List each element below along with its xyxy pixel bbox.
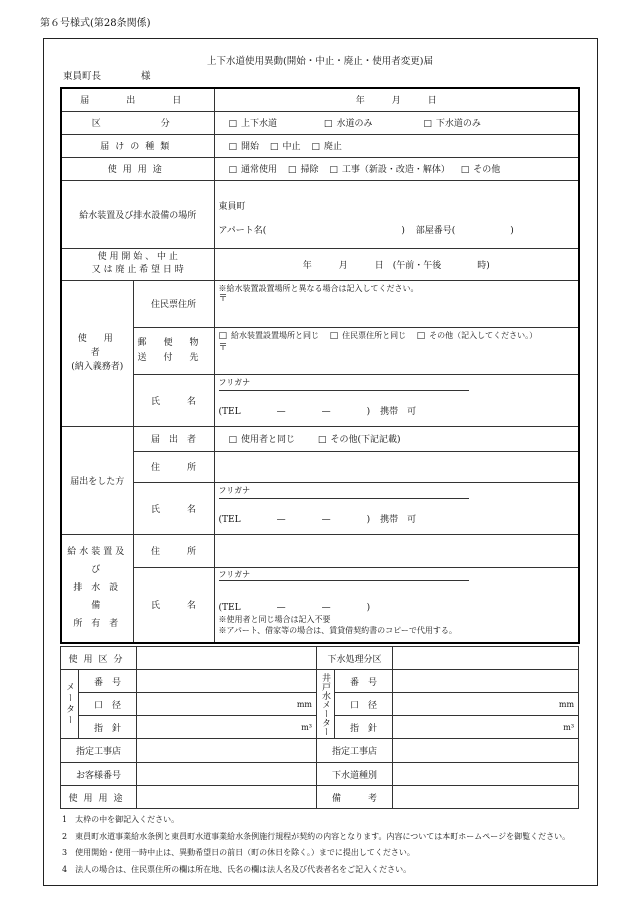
filing-type-options (214, 134, 579, 157)
remarks-field[interactable] (393, 786, 579, 809)
filing-date-label: 届 出 日 (61, 88, 214, 111)
well-meter-reading-field[interactable]: m³ (393, 716, 579, 739)
meter-reading-field[interactable]: m³ (137, 716, 317, 739)
location-town: 東員町 (218, 201, 246, 212)
meter-reading-label: 指 針 (79, 716, 137, 739)
remarks-label: 備 考 (317, 786, 393, 809)
user-residence-label: 住民票住所 (133, 280, 214, 327)
meter-label: メーター (61, 670, 79, 739)
form-title: 上下水道使用異動(開始・中止・廃止・使用者変更)届 (207, 56, 433, 67)
well-meter-number-field[interactable] (393, 670, 579, 693)
category-option-3[interactable]: □ 下水道のみ (423, 119, 481, 129)
mail-option-other[interactable]: □ その他（記入してください。） (416, 330, 538, 341)
usage-option-cleaning[interactable]: □ 掃除 (287, 165, 319, 175)
start-date-label: 使 用 開 始 、 中 止 又 は 廃 止 希 望 日 時 (61, 248, 214, 280)
contractor-label: 指定工事店 (61, 739, 137, 763)
note-3: 3 使用開始・使用一時中止は、異動希望日の前日（町の休日を除く。）までに提出してください。 (62, 848, 415, 857)
filing-date-field[interactable]: 年 月 日 (214, 88, 579, 111)
meter-caliber-field[interactable]: mm (137, 693, 317, 716)
well-meter-caliber-label: 口 径 (335, 693, 393, 716)
customer-number-label: お客様番号 (61, 763, 137, 786)
meter-caliber-label: 口 径 (79, 693, 137, 716)
addressee-name: 東員町長 (63, 71, 102, 82)
notes (62, 812, 582, 878)
note-2: 2 東員町水道事業給水条例と東員町水道事業給水条例施行規程が契約の内容となります。内容については本町ホームページを御覧ください。 (62, 831, 571, 841)
filing-type-start[interactable]: □ 開始 (228, 142, 260, 152)
well-meter-caliber-field[interactable]: mm (393, 693, 579, 716)
usage-option-construction[interactable]: □ 工事（新設・改造・解体） (329, 165, 450, 175)
filer-group-label: 届出をした方 (61, 426, 133, 534)
filer-address-field[interactable] (214, 451, 579, 482)
mail-option-site[interactable]: □ 給水装置設置場所と同じ (218, 330, 320, 341)
sewer-class-label: 下水処理分区 (317, 647, 393, 670)
usage-label: 使用用途 (61, 157, 214, 180)
filer-option-same[interactable]: □ 使用者と同じ (228, 435, 296, 445)
filing-type-abolish[interactable]: □ 廃止 (311, 142, 342, 152)
user-group-label: 使 用 者 (納入義務者) (61, 280, 133, 426)
meter-number-field[interactable] (137, 670, 317, 693)
well-meter-reading-label: 指 針 (335, 716, 393, 739)
user-mail-label: 郵 便 物 送 付 先 (133, 327, 214, 374)
usage-class-label: 使用区分 (61, 647, 137, 670)
form-number-label: 第６号様式(第28条関係) (40, 18, 151, 29)
filer-type-label: 届 出 者 (133, 426, 214, 451)
owner-group-label: 給水装置及び 排 水 設 備 所 有 者 (61, 534, 133, 643)
owner-address-label: 住 所 (133, 534, 214, 567)
sewer-class-field[interactable] (393, 647, 579, 670)
user-name-label: 氏 名 (133, 374, 214, 426)
filer-option-other[interactable]: □ その他(下記記載) (317, 435, 401, 445)
category-options (214, 111, 579, 134)
filer-name-label: 氏 名 (133, 482, 214, 534)
contractor-label-right: 指定工事店 (317, 739, 393, 763)
mail-option-residence[interactable]: □ 住民票住所と同じ (329, 330, 407, 341)
addressee (63, 68, 151, 82)
owner-address-field[interactable] (214, 534, 579, 567)
owner-name-label: 氏 名 (133, 567, 214, 643)
office-usage-field[interactable] (137, 786, 317, 809)
office-use-table (60, 646, 579, 809)
owner-name-field[interactable]: フリガナ (TEL — — ) ※使用者と同じ場合は記入不要 ※アパート、借家等の場合は、賃貸借契約書のコピーで代用する。 (214, 567, 579, 643)
contractor-field-right[interactable] (393, 739, 579, 763)
office-usage-label: 使用用途 (61, 786, 137, 809)
usage-class-field[interactable] (137, 647, 317, 670)
user-mail-field[interactable]: □ 給水装置設置場所と同じ □ 住民票住所と同じ □ その他（記入してください。） 〒 (214, 327, 579, 374)
user-name-field[interactable]: フリガナ (TEL — — ) 携帯 可 (214, 374, 579, 426)
addressee-honorific: 様 (141, 71, 151, 82)
filer-type-options (214, 426, 579, 451)
user-residence-field[interactable]: ※給水装置設置場所と異なる場合は記入してください。 〒 (214, 280, 579, 327)
filing-type-label: 届けの種類 (61, 134, 214, 157)
sewer-type-label: 下水道種別 (317, 763, 393, 786)
filing-type-suspend[interactable]: □ 中止 (269, 142, 301, 152)
usage-option-normal[interactable]: □ 通常使用 (228, 165, 278, 175)
location-apartment-line: アパート名( ) 部屋番号( ) (218, 225, 514, 236)
filer-name-field[interactable]: フリガナ (TEL — — ) 携帯 可 (214, 482, 579, 534)
usage-option-other[interactable]: □ その他 (460, 165, 501, 175)
start-date-field[interactable]: 年 月 日 (午前・午後 時) (214, 248, 579, 280)
location-field[interactable] (214, 180, 579, 248)
location-label: 給水装置及び排水設備の場所 (61, 180, 214, 248)
usage-options (214, 157, 579, 180)
well-meter-number-label: 番 号 (335, 670, 393, 693)
note-1: 1 太枠の中を御記入ください。 (62, 815, 180, 824)
category-option-2[interactable]: □ 水道のみ (323, 119, 373, 129)
note-4: 4 法人の場合は、住民票住所の欄は所在地、氏名の欄は法人名及び代表者名をご記入ください。 (62, 864, 412, 874)
well-meter-label: 井戸水メーター (317, 670, 335, 739)
category-option-1[interactable]: □ 上下水道 (228, 119, 278, 129)
meter-number-label: 番 号 (79, 670, 137, 693)
filer-address-label: 住 所 (133, 451, 214, 482)
sewer-type-field[interactable] (393, 763, 579, 786)
customer-number-field[interactable] (137, 763, 317, 786)
contractor-field[interactable] (137, 739, 317, 763)
category-label: 区 分 (61, 111, 214, 134)
application-table (60, 87, 580, 644)
